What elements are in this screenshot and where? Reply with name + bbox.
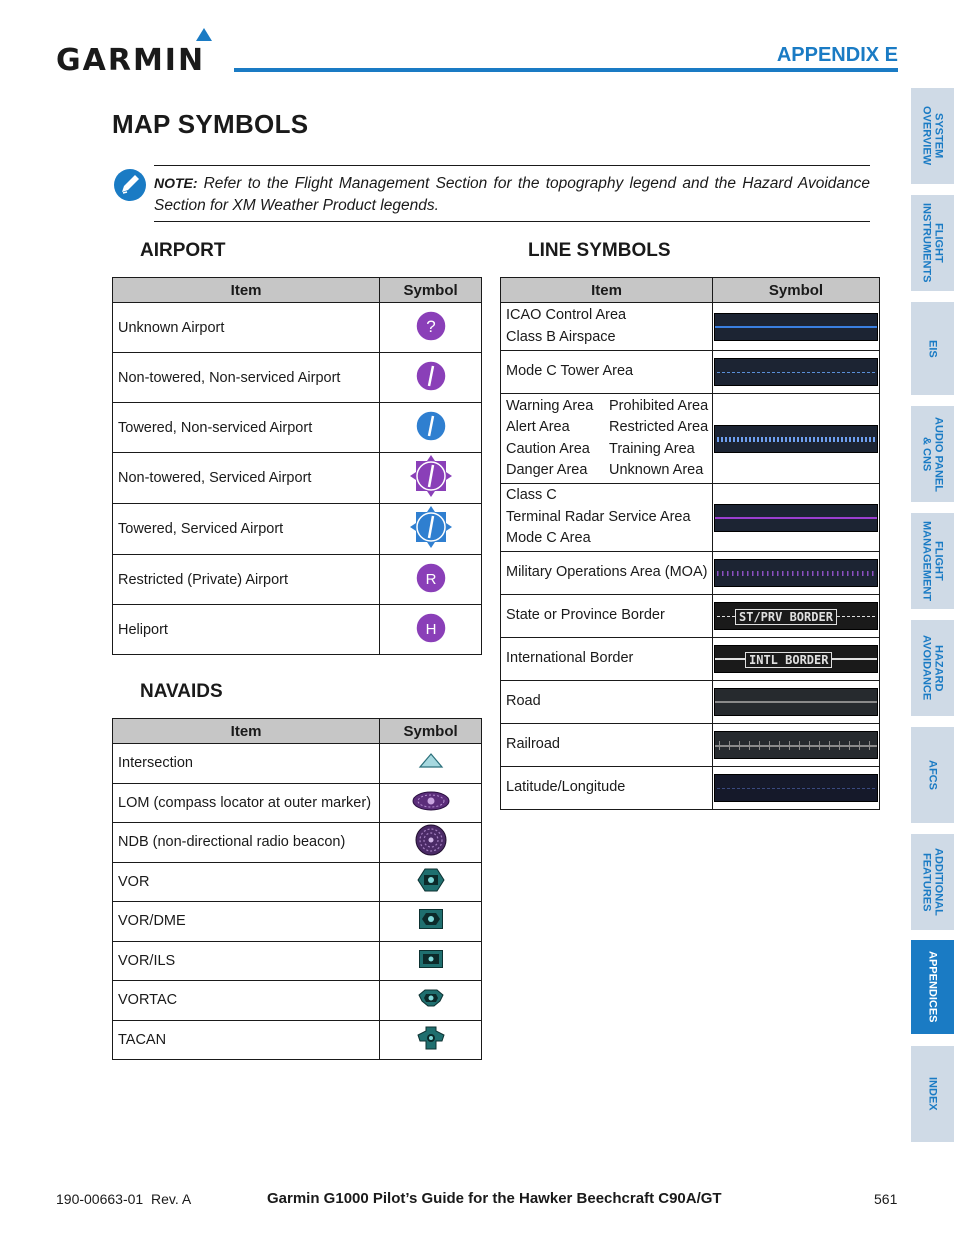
item-label: Class B Airspace — [506, 328, 616, 345]
col-header-symbol: Symbol — [380, 278, 482, 303]
railroad-line-symbol — [714, 731, 878, 759]
vor-icon — [416, 867, 446, 893]
item-label: Intersection — [113, 744, 380, 784]
table-row — [501, 681, 880, 724]
nontowered-nonserviced-airport-icon — [413, 358, 449, 394]
footer-page-number: 561 — [874, 1191, 898, 1207]
item-label: Military Operations Area (MOA) — [506, 564, 708, 581]
tab-label: AFCS — [926, 760, 939, 790]
tab-audio-panel-cns[interactable] — [911, 406, 954, 502]
table-row — [113, 453, 482, 504]
table-row — [113, 744, 482, 784]
item-label: Restricted (Private) Airport — [113, 555, 380, 605]
vortac-icon — [416, 986, 446, 1010]
table-row — [113, 941, 482, 981]
item-label: Mode C Tower Area — [506, 363, 634, 380]
table-row — [501, 552, 880, 595]
item-label: Latitude/Longitude — [506, 779, 626, 796]
table-row — [501, 351, 880, 394]
item-label: Restricted Area — [609, 419, 709, 435]
table-row — [113, 504, 482, 555]
table-row — [113, 403, 482, 453]
item-label: NDB (non-directional radio beacon) — [113, 823, 380, 863]
table-row — [501, 595, 880, 638]
state-border-line-symbol — [714, 602, 878, 630]
item-label: Mode C Area — [506, 530, 591, 547]
restricted-airport-icon — [413, 560, 449, 596]
item-label: Class C — [506, 487, 557, 504]
item-label: Non-towered, Non-serviced Airport — [113, 353, 380, 403]
table-row — [501, 724, 880, 767]
item-label: ICAO Control Area — [506, 307, 627, 323]
class-b-line-symbol — [714, 313, 878, 341]
col-header-symbol: Symbol — [380, 719, 482, 744]
lom-icon — [411, 789, 451, 813]
table-row — [113, 981, 482, 1021]
tab-label: AUDIO PANEL & CNS — [920, 416, 945, 492]
lat-long-line-symbol — [714, 774, 878, 802]
vor-dme-icon — [418, 908, 444, 930]
special-use-area-line-symbol — [714, 425, 878, 453]
tab-afcs[interactable] — [911, 727, 954, 823]
navaids-table — [112, 718, 482, 1060]
item-label: Training Area — [609, 440, 695, 457]
item-label: Unknown Area — [609, 462, 704, 478]
towered-serviced-airport-icon — [408, 504, 454, 550]
class-c-line-symbol — [714, 504, 878, 532]
table-row — [501, 303, 880, 351]
table-row — [501, 638, 880, 681]
item-label: Heliport — [113, 605, 380, 655]
item-label: State or Province Border — [506, 607, 665, 624]
tab-flight-management[interactable] — [911, 513, 954, 609]
table-row — [113, 555, 482, 605]
table-row — [113, 605, 482, 655]
note-label: NOTE: — [154, 175, 198, 191]
ndb-icon — [414, 823, 448, 857]
item-label: LOM (compass locator at outer marker) — [113, 783, 380, 823]
item-label: Terminal Radar Service Area — [506, 508, 691, 525]
section-label: APPENDIX E — [776, 44, 898, 66]
garmin-logo — [56, 26, 221, 76]
tab-additional-features[interactable] — [911, 834, 954, 930]
item-label: Alert Area — [506, 419, 570, 435]
intl-border-line-symbol — [714, 645, 878, 673]
item-label: Railroad — [506, 736, 560, 753]
item-label: VOR — [113, 862, 380, 902]
intersection-icon — [417, 751, 445, 771]
item-label: Road — [506, 693, 541, 710]
airport-glyph: ? — [425, 316, 436, 336]
table-row — [113, 823, 482, 863]
table-row — [113, 902, 482, 942]
table-row — [113, 353, 482, 403]
border-tag: ST/PRV BORDER — [735, 609, 837, 625]
table-row — [501, 484, 880, 552]
item-label: Non-towered, Serviced Airport — [113, 453, 380, 504]
tab-label: EIS — [926, 339, 939, 358]
item-label: Towered, Non-serviced Airport — [113, 403, 380, 453]
tab-system-overview[interactable] — [911, 88, 954, 184]
towered-nonserviced-airport-icon — [413, 408, 449, 444]
brand-text: GARMIN — [56, 43, 206, 78]
tab-hazard-avoidance[interactable] — [911, 620, 954, 716]
tab-label: INDEX — [926, 1077, 939, 1111]
airport-glyph: R — [425, 570, 437, 588]
table-row — [113, 303, 482, 353]
table-row — [501, 767, 880, 810]
item-label: International Border — [506, 650, 634, 667]
airport-glyph: H — [425, 620, 437, 638]
item-label: VOR/DME — [113, 902, 380, 942]
airport-table — [112, 277, 482, 655]
col-header-item: Item — [113, 278, 380, 303]
tab-label: SYSTEM OVERVIEW — [920, 106, 945, 166]
tab-label: FLIGHT MANAGEMENT — [920, 520, 945, 602]
table-row — [113, 862, 482, 902]
note-text: Refer to the Flight Management Section for the topography legend and the Hazard Avoidance Section for XM Weather Product legends. — [154, 175, 870, 214]
airport-heading: AIRPORT — [140, 240, 226, 261]
header-rule — [234, 68, 898, 72]
footer-guide-title: Garmin G1000 Pilot’s Guide for the Hawker Beechcraft C90A/GT — [267, 1190, 722, 1207]
item-label: VOR/ILS — [113, 941, 380, 981]
page-title: MAP SYMBOLS — [112, 109, 309, 139]
item-label: Unknown Airport — [113, 303, 380, 353]
item-label: Caution Area — [506, 440, 590, 457]
col-header-symbol: Symbol — [713, 278, 880, 303]
road-line-symbol — [714, 688, 878, 716]
table-row — [501, 394, 880, 484]
item-label: TACAN — [113, 1020, 380, 1060]
tab-index[interactable] — [911, 1046, 954, 1142]
vor-ils-icon — [418, 949, 444, 969]
tab-label: APPENDICES — [926, 951, 939, 1023]
navaids-heading: NAVAIDS — [140, 681, 223, 702]
col-header-item: Item — [501, 278, 713, 303]
item-label: Danger Area — [506, 462, 588, 478]
tab-eis[interactable] — [911, 302, 954, 395]
footer-doc-number: 190-00663-01 Rev. A — [56, 1191, 192, 1207]
col-header-item: Item — [113, 719, 380, 744]
note — [154, 165, 870, 222]
mode-c-tower-line-symbol — [714, 358, 878, 386]
tab-label: FLIGHT INSTRUMENTS — [920, 203, 945, 283]
item-label: VORTAC — [113, 981, 380, 1021]
logo-triangle-icon — [196, 28, 212, 41]
tab-appendices[interactable] — [911, 940, 954, 1034]
line-symbols-heading: LINE SYMBOLS — [528, 240, 671, 261]
tab-label: ADDITIONAL FEATURES — [920, 848, 945, 916]
item-label: Warning Area — [506, 397, 594, 414]
border-tag: INTL BORDER — [745, 652, 832, 668]
moa-line-symbol — [714, 559, 878, 587]
tab-label: HAZARD AVOIDANCE — [920, 635, 945, 701]
table-row — [113, 1020, 482, 1060]
tacan-icon — [416, 1025, 446, 1051]
heliport-icon — [413, 610, 449, 646]
item-label: Towered, Serviced Airport — [113, 504, 380, 555]
note-pen-icon — [113, 168, 147, 202]
unknown-airport-icon — [413, 308, 449, 344]
nontowered-serviced-airport-icon — [408, 453, 454, 499]
table-row — [113, 783, 482, 823]
item-label: Prohibited Area — [609, 397, 709, 414]
line-symbols-table — [500, 277, 880, 810]
tab-flight-instruments[interactable] — [911, 195, 954, 291]
